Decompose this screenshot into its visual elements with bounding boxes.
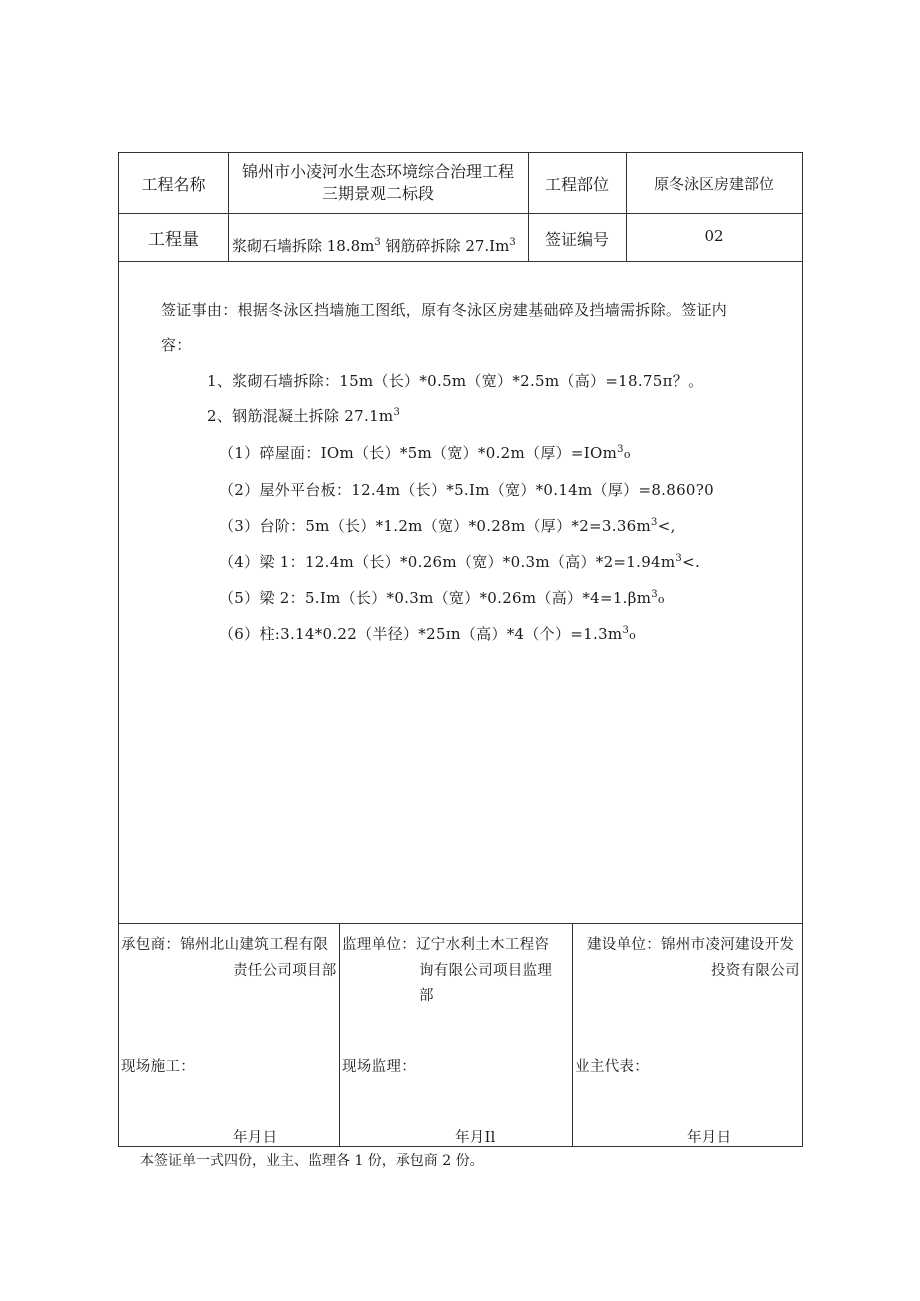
date-owner: 年月日 <box>687 1130 732 1146</box>
footnote: 本签证单一式四份，业主、监理各 1 份，承包商 2 份。 <box>140 1153 484 1169</box>
date-supervisor: 年月Il <box>455 1130 496 1146</box>
project-part-value: 原冬泳区房建部位 <box>653 174 774 193</box>
sub-item-3: （3）台阶：5m（长）*1.2m（宽）*0.28m（厚）$*2=3.36m^3<$, <box>219 517 676 535</box>
site-supervision-label: 现场监理： <box>342 1059 416 1075</box>
item-2: 2、钢筋混凝土拆除 $27.1m^3$ <box>207 407 401 425</box>
site-construction-label: 现场施工： <box>121 1059 195 1075</box>
item-1: 1、浆砌石墙拆除：15m（长）*0.5m（宽）*2.5m（高）=18.75π？。 <box>207 372 704 390</box>
owner-line1: 建设单位：锦州市凌河建设开发 <box>587 937 795 953</box>
project-name-value <box>228 153 528 213</box>
sub-item-1: （1）碎屋面：IOm（长）*5m（宽）*0.2m（厚）=IOm$^3$o <box>219 444 631 462</box>
supervisor-line2: 询有限公司项目监理 <box>419 963 553 979</box>
owner-line2: 投资有限公司 <box>711 963 800 979</box>
sub-item-5: （5）梁 2：5.Im（长）*0.3m（宽）*0.26m（高）$*4=1.\beta m^3o$ <box>219 589 665 607</box>
row-divider-2 <box>119 261 802 262</box>
contractor-line1: 承包商：锦州北山建筑工程有限 <box>121 937 329 953</box>
sub-item-6: （6）柱:3.14*0.22（半径）*25ɪn（高）*4（个）$=1.3m^3o$ <box>219 625 637 643</box>
footer-divider-2 <box>572 923 573 1146</box>
reason-line2: 容： <box>161 336 192 354</box>
owner-rep-label: 业主代表： <box>575 1059 649 1075</box>
supervisor-line1: 监理单位：辽宁水利土木工程咨 <box>342 937 550 953</box>
date-contractor: 年月日 <box>233 1130 278 1146</box>
cert-no-value: 02 <box>704 227 724 245</box>
project-part-label: 工程部位 <box>544 174 609 194</box>
sub-item-4: （4）梁 1：12.4m（长）*0.26m（宽）*0.3m（高）$*2=1.94m^3<$. <box>219 553 701 571</box>
supervisor-line3: 部 <box>419 988 434 1004</box>
cert-no-label: 签证编号 <box>544 230 609 249</box>
project-name-line1: 锦州市小凌河水生态环境综合治理工程 <box>241 162 514 181</box>
sub-item-2: （2）屋外平台板：12.4m（长）*5.Im（宽）*0.14m（厚）=8.860?0 <box>219 481 714 499</box>
contractor-line2: 责任公司项目部 <box>233 963 337 979</box>
footer-divider-1 <box>339 923 340 1146</box>
certificate-table <box>118 152 803 1147</box>
row-divider-3 <box>119 923 802 924</box>
reason-line1: 签证事由：根据冬泳区挡墙施工图纸，原有冬泳区房建基础碎及挡墙需拆除。签证内 <box>161 301 728 319</box>
quantity-label: 工程量 <box>148 229 199 250</box>
quantity-value: 浆砌石墙拆除 $18.8m^3$ 钢筋碎拆除 27.Im$^3$ <box>232 237 516 255</box>
project-name-line2: 三期景观二标段 <box>321 184 434 203</box>
project-name-label: 工程名称 <box>141 174 206 194</box>
